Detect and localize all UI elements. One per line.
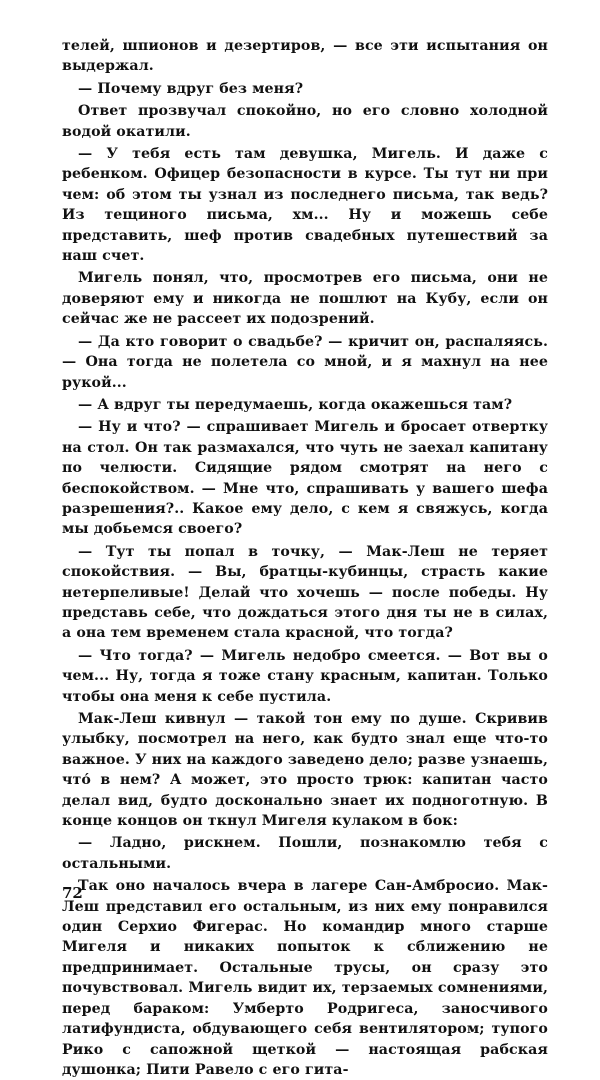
paragraph: — Тут ты попал в точку, — Мак-Леш не теряет спокойствия. — Вы, братцы-кубинцы, страсть какие нетерпеливые! Делай что хочешь — после победы. Ну представь себе, что дождаться этого дня ты не в силах, а она тем временем стала красной, что тогда?	[62, 543, 548, 642]
body-text	[62, 36, 548, 1080]
paragraph: Ответ прозвучал спокойно, но его словно холодной водой окатили.	[62, 103, 548, 140]
page-number: 72	[62, 884, 83, 902]
paragraph: Мигель понял, что, просмотрев его письма, они не доверяют ему и никогда не пошлют на Кубу, если он сейчас же не рассеет их подозрений.	[62, 270, 548, 328]
paragraph: — Что тогда? — Мигель недобро смеется. — Вот вы о чем... Ну, тогда я тоже стану красным, капитан. Только чтобы она меня к себе пустила.	[62, 647, 548, 705]
paragraph: — Ладно, рискнем. Пошли, познакомлю тебя с остальными.	[62, 835, 548, 872]
paragraph: телей, шпионов и дезертиров, — все эти испытания он выдержал.	[62, 38, 548, 75]
paragraph: — А вдруг ты передумаешь, когда окажешься там?	[78, 396, 513, 413]
paragraph: Мак-Леш кивнул — такой тон ему по душе. Скривив улыбку, посмотрел на него, как будто знал еще что-то важное. У них на каждого заведено дело; разве узнаешь, что́ в нем? А может, это просто трюк: капитан часто делал вид, будто досконально знает их подноготную. В конце концов он ткнул Мигеля кулаком в бок:	[62, 711, 548, 830]
paragraph: — Да кто говорит о свадьбе? — кричит он, распаляясь. — Она тогда не полетела со мной, и я махнул на нее рукой...	[62, 333, 548, 391]
paragraph: — Почему вдруг без меня?	[78, 80, 304, 97]
paragraph: — У тебя есть там девушка, Мигель. И даже с ребенком. Офицер безопасности в курсе. Ты тут ни при чем: об этом ты узнал из последнего письма, так ведь? Из тещиного письма, хм... Ну и можешь себе представить, шеф против свадебных путешествий за наш счет.	[62, 146, 548, 265]
paragraph: Так оно началось вчера в лагере Сан-Амбросио. Мак-Леш представил его остальным, из них ему понравился один Серхио Фигерас. Но командир много старше Мигеля и никаких попыток к сближению не предпринимает. Остальные трусы, он сразу это почувствовал. Мигель видит их, терзаемых сомнениями, перед бараком: Умберто Родригеса, заносчивого латифундиста, обдувающего себя вентилятором; тупого Рико с сапожной щеткой — настоящая рабская душонка; Пити Равело с его гита-	[62, 878, 548, 1078]
paragraph: — Ну и что? — спрашивает Мигель и бросает отвертку на стол. Он так размахался, что чуть не заехал капитану по челюсти. Сидящие рядом смотрят на него с беспокойством. — Мне что, спрашивать у вашего шефа разрешения?.. Какое ему дело, с кем я свяжусь, когда мы добьемся своего?	[62, 419, 548, 538]
